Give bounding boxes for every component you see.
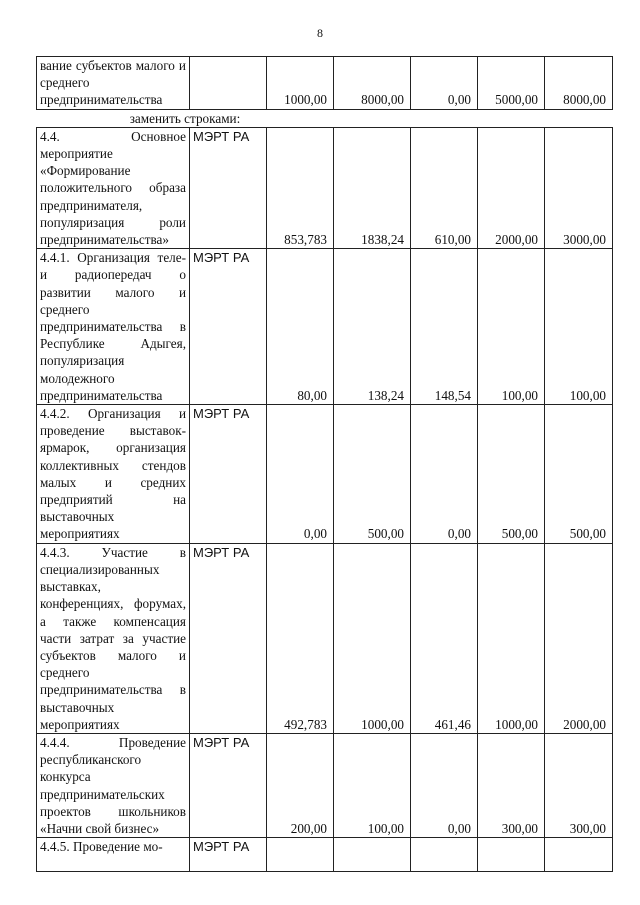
- value-cell: 100,00: [545, 249, 613, 405]
- value-cell: [411, 838, 478, 872]
- value-cell: 100,00: [478, 249, 545, 405]
- value-cell: 0,00: [411, 733, 478, 837]
- measure-name: 4.4.2. Организация и проведение выставок-ярмарок, организация коллективных стендов малых и средних предприятий на выставочных мероприятиях: [37, 405, 190, 544]
- value-cell: 1000,00: [334, 543, 411, 733]
- value-cell: 500,00: [334, 405, 411, 544]
- value-cell: 610,00: [411, 127, 478, 248]
- value-cell: 853,783: [267, 127, 334, 248]
- value-cell: 1838,24: [334, 127, 411, 248]
- value-cell: 1000,00: [478, 543, 545, 733]
- table-row: [37, 249, 613, 405]
- value-cell: 2000,00: [478, 127, 545, 248]
- executor-cell: МЭРТ РА: [190, 127, 267, 248]
- value-cell: 461,46: [411, 543, 478, 733]
- value-cell: 8000,00: [545, 57, 613, 110]
- value-cell: [334, 838, 411, 872]
- table-row: [37, 127, 613, 248]
- executor-cell: [190, 57, 267, 110]
- executor-cell: МЭРТ РА: [190, 405, 267, 544]
- table-row: [37, 405, 613, 544]
- value-cell: 0,00: [411, 57, 478, 110]
- value-cell: 5000,00: [478, 57, 545, 110]
- replace-separator-row: [37, 109, 613, 127]
- replace-label: заменить строками:: [37, 109, 334, 127]
- executor-cell: МЭРТ РА: [190, 543, 267, 733]
- value-cell: 200,00: [267, 733, 334, 837]
- value-cell: 0,00: [411, 405, 478, 544]
- value-cell: 1000,00: [267, 57, 334, 110]
- value-cell: 100,00: [334, 733, 411, 837]
- value-cell: 300,00: [545, 733, 613, 837]
- measure-name: 4.4.1. Организация теле- и радиопередач о развитии малого и среднего предпринимательства в Республике Адыгея, популяризация молодежного предпринимательства: [37, 249, 190, 405]
- table-row: [37, 838, 613, 872]
- table-row: [37, 543, 613, 733]
- value-cell: [545, 838, 613, 872]
- value-cell: 492,783: [267, 543, 334, 733]
- value-cell: 0,00: [267, 405, 334, 544]
- value-cell: [478, 838, 545, 872]
- value-cell: [267, 838, 334, 872]
- table-row: [37, 57, 613, 110]
- measure-name: 4.4.3. Участие в специализированных выставках, конференциях, форумах, а также компенсация части затрат за участие субъектов малого и среднего предпринимательства в выставочных мероприятиях: [37, 543, 190, 733]
- measure-name: 4.4. Основное мероприятие «Формирование положительного образа предпринимателя, популяризация роли предпринимательства»: [37, 127, 190, 248]
- value-cell: 8000,00: [334, 57, 411, 110]
- value-cell: 500,00: [545, 405, 613, 544]
- value-cell: 138,24: [334, 249, 411, 405]
- value-cell: 2000,00: [545, 543, 613, 733]
- executor-cell: МЭРТ РА: [190, 733, 267, 837]
- program-table: [36, 56, 613, 872]
- executor-cell: МЭРТ РА: [190, 249, 267, 405]
- value-cell: 80,00: [267, 249, 334, 405]
- measure-name: 4.4.4. Проведение республиканского конкурса предпринимательских проектов школьников «Начни свой бизнес»: [37, 733, 190, 837]
- value-cell: 500,00: [478, 405, 545, 544]
- table-row: [37, 733, 613, 837]
- separator-filler: [334, 109, 613, 127]
- page-number: 8: [317, 26, 323, 40]
- value-cell: 3000,00: [545, 127, 613, 248]
- measure-name: вание субъектов малого и среднего предпринимательства: [37, 57, 190, 110]
- measure-name: 4.4.5. Проведение мо-: [37, 838, 190, 872]
- value-cell: 148,54: [411, 249, 478, 405]
- executor-cell: МЭРТ РА: [190, 838, 267, 872]
- value-cell: 300,00: [478, 733, 545, 837]
